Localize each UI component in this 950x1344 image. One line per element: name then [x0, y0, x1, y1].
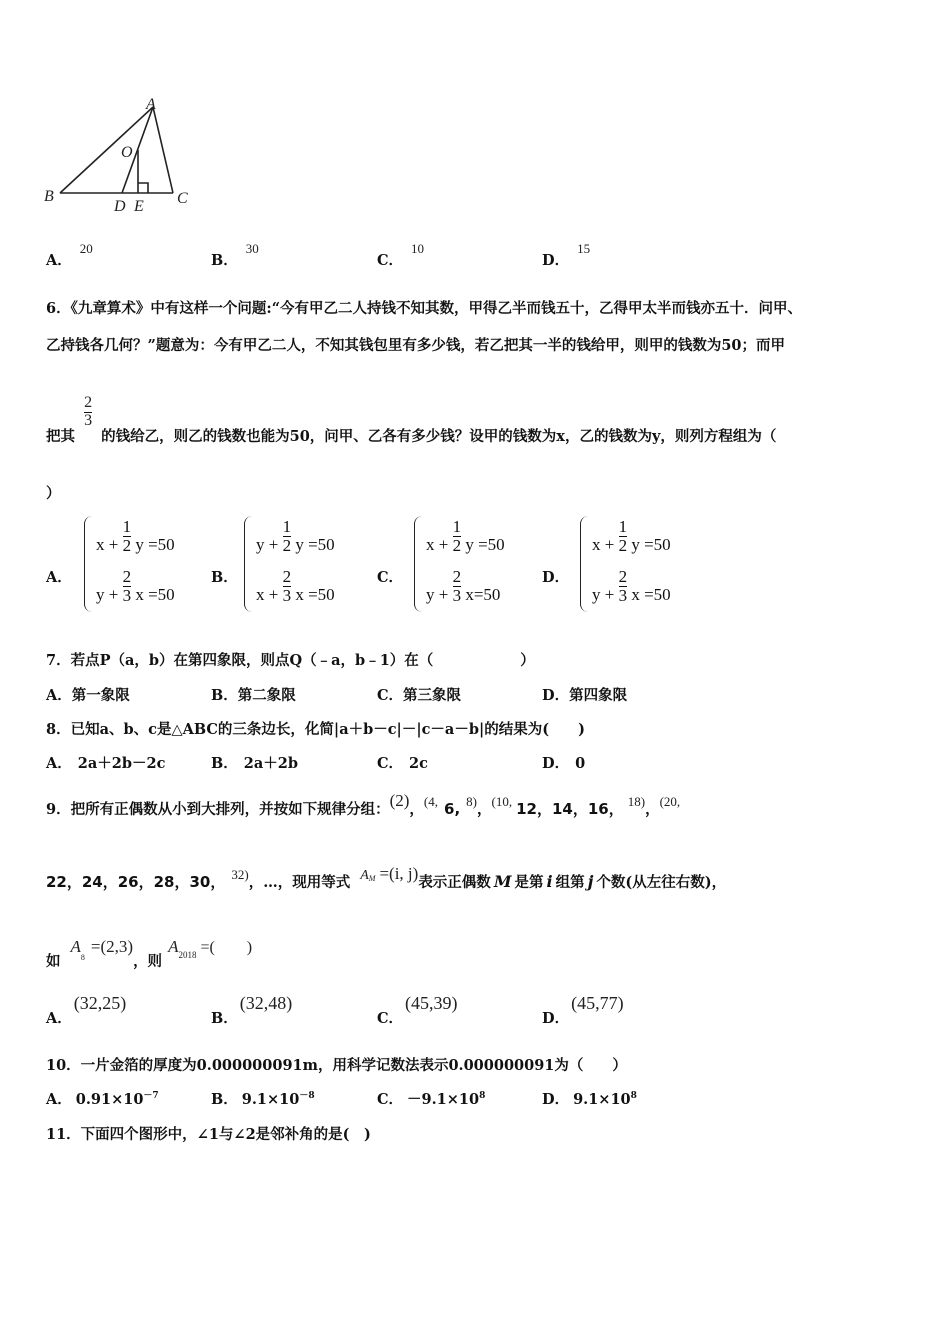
q7-stem: 7．若点P（a，b）在第四象限，则点Q（﹣a，b﹣1）在（ ） [46, 652, 535, 669]
q8-option-c[interactable]: C． 2c [377, 755, 428, 772]
q6-stem-line1: 6．《九章算术》中有这样一个问题:“今有甲乙二人持钱不知其数，甲得乙半而钱五十，乙得甲太半而钱亦五十．问甲、 [46, 300, 803, 317]
q10-option-b[interactable]: B． $9.1\times 10^{-8}$ [211, 1091, 315, 1108]
q6-option-d-label[interactable]: D． [542, 569, 570, 586]
q6-option-c-label[interactable]: C． [377, 569, 404, 586]
q9-option-b[interactable]: B．(32,48) [211, 993, 293, 1027]
side-ac [153, 107, 173, 193]
q8-option-d[interactable]: D． 0 [542, 755, 586, 772]
q6-option-b-system[interactable]: y + $\frac{1}{2}$ y =50 x + $\frac{2}{3}$ x =50 [244, 516, 354, 614]
fraction-two-thirds: $\frac{2}{3}$ [84, 394, 93, 429]
q9-option-a[interactable]: A．(32,25) [46, 993, 127, 1027]
q7-option-a[interactable]: A．第一象限 [46, 687, 130, 704]
q9-option-d[interactable]: D．(45,77) [542, 993, 624, 1027]
q11-stem: 11．下面四个图形中，∠1与∠2是邻补角的是( ) [46, 1126, 371, 1143]
brace [580, 516, 589, 612]
triangle-figure [40, 95, 200, 220]
q6-stem-line2: 乙持钱各几何？”题意为：今有甲乙二人，不知其钱包里有多少钱，若乙把其一半的钱给甲，则甲的钱数为50；而甲 [46, 337, 786, 354]
brace [84, 516, 93, 612]
brace [244, 516, 253, 612]
q8-option-a[interactable]: A． 2a＋2b－2c [46, 755, 166, 772]
q10-option-d[interactable]: D． $9.1\times 10^8$ [542, 1091, 637, 1108]
label-c: C [177, 190, 188, 207]
right-angle-mark [138, 183, 148, 193]
q7-option-b[interactable]: B．第二象限 [211, 687, 296, 704]
label-d: D [114, 198, 126, 215]
q9-stem-line1: 9．把所有正偶数从小到大排列，并按如下规律分组：(2)，(4, 6, 8)，(10, 12，14，16， 18)，(20, [46, 791, 681, 818]
side-ba [60, 107, 153, 193]
q5-option-a[interactable]: A．20 [46, 241, 93, 269]
q8-stem: 8．已知a、b、c是△ABC的三条边长，化简|a＋b－c|－|c－a－b|的结果为( ) [46, 721, 585, 738]
q5-option-b[interactable]: B．30 [211, 241, 259, 269]
label-e: E [134, 198, 144, 215]
q6-stem-line4: ） [46, 485, 61, 502]
q10-option-c[interactable]: C． $-9.1\times 10^8$ [377, 1091, 486, 1108]
q9-stem-line3: 如$A_8=(2,3)$，则$A_{2018}$ =( ) [46, 937, 253, 970]
q5-option-c[interactable]: C．10 [377, 241, 425, 269]
q6-stem-line3: 把其 $\frac{2}{3}$ 的钱给乙，则乙的钱数也能为50，问甲、乙各有多少钱？设甲的钱数为x，乙的钱数为y，则列方程组为（ [46, 394, 777, 446]
label-a: A [146, 96, 156, 113]
q8-option-b[interactable]: B． 2a＋2b [211, 755, 298, 772]
q6-option-a-system[interactable]: x + $\frac{1}{2}$ y =50 y + $\frac{2}{3}$ x =50 [84, 516, 194, 614]
q7-option-d[interactable]: D．第四象限 [542, 687, 628, 704]
q10-option-a[interactable]: A． $0.91\times 10^{-7}$ [46, 1091, 159, 1108]
q9-option-c[interactable]: C．(45,39) [377, 993, 458, 1027]
q10-stem: 10．一片金箔的厚度为0.000000091m，用科学记数法表示0.000000091为（ ） [46, 1057, 627, 1074]
q6-option-a-label[interactable]: A． [46, 569, 72, 586]
q6-option-b-label[interactable]: B． [211, 569, 238, 586]
label-o: O [121, 144, 133, 161]
q9-stem-line2: 22，24，26，28，30， 32)，…，现用等式 AM =(i, j)表示正偶数 M 是第 i 组第 j 个数(从左往右数)， [46, 864, 727, 891]
brace [414, 516, 423, 612]
q6-option-c-system[interactable]: x + $\frac{1}{2}$ y =50 y + $\frac{2}{3}$ x=50 [414, 516, 524, 614]
label-b: B [44, 188, 54, 205]
q7-option-c[interactable]: C．第三象限 [377, 687, 462, 704]
q6-option-d-system[interactable]: x + $\frac{1}{2}$ y =50 y + $\frac{2}{3}$ x =50 [580, 516, 690, 614]
q5-option-d[interactable]: D．15 [542, 241, 591, 269]
